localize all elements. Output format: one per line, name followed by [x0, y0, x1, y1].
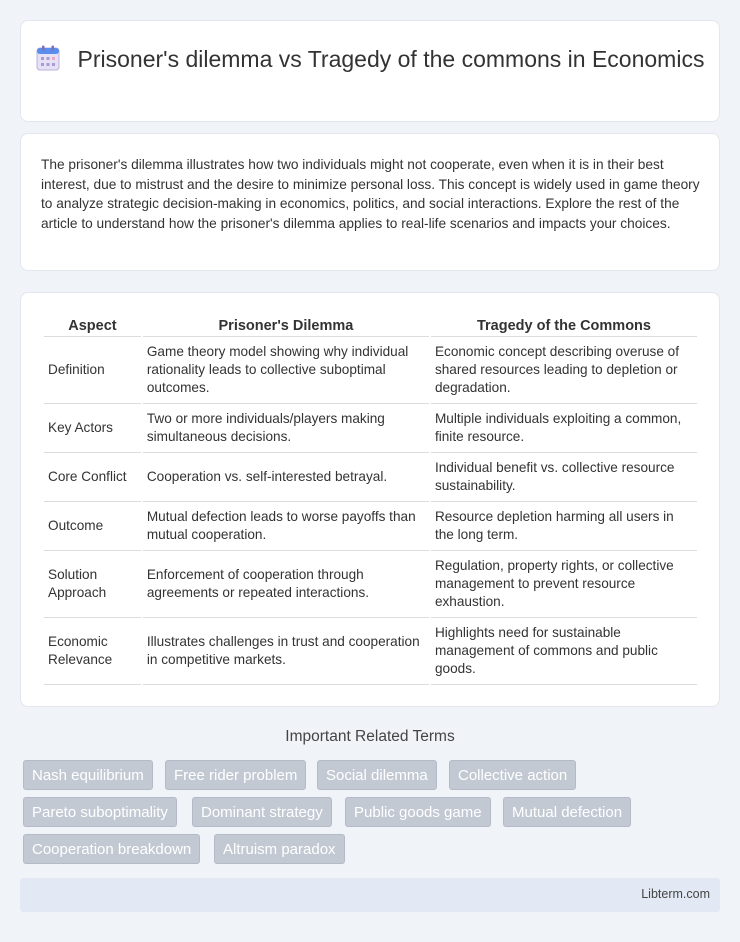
related-term-tag[interactable]: Nash equilibrium: [23, 760, 153, 790]
related-term-tag[interactable]: Public goods game: [345, 797, 491, 827]
table-row: [44, 453, 697, 502]
related-term-tag[interactable]: Altruism paradox: [214, 834, 345, 864]
intro-paragraph: The prisoner's dilemma illustrates how two individuals might not cooperate, even when it is in their best interest, due to mistrust and the desire to minimize personal loss. This concept is widely used in game theory to analyze strategic decision-making in economics, politics, and social interactions. Explore the rest of the article to understand how the prisoner's dilemma applies to real-life scenarios and impacts your choices.: [41, 157, 700, 231]
aspect-cell: Core Conflict: [44, 453, 141, 502]
tc-cell: Multiple individuals exploiting a common, finite resource.: [431, 404, 697, 453]
aspect-cell: Key Actors: [44, 404, 141, 453]
tc-cell: Economic concept describing overuse of shared resources leading to depletion or degradation.: [431, 337, 697, 404]
related-term-tag[interactable]: Pareto suboptimality: [23, 797, 177, 827]
intro-card: [20, 133, 720, 271]
table-row: [44, 337, 697, 404]
tc-cell: Individual benefit vs. collective resource sustainability.: [431, 453, 697, 502]
related-term-tag[interactable]: Social dilemma: [317, 760, 437, 790]
related-term-tag[interactable]: Mutual defection: [503, 797, 631, 827]
footer: [20, 878, 720, 912]
header-prisoners-dilemma: Prisoner's Dilemma: [143, 316, 429, 337]
comparison-table: [42, 316, 699, 685]
related-terms-title: Important Related Terms: [285, 728, 455, 745]
pd-cell: Enforcement of cooperation through agreements or repeated interactions.: [143, 551, 429, 618]
comparison-card: [20, 292, 720, 707]
pd-cell: Game theory model showing why individual rationality leads to collective suboptimal outcomes.: [143, 337, 429, 404]
tc-cell: Highlights need for sustainable management of commons and public goods.: [431, 618, 697, 685]
tc-cell: Regulation, property rights, or collective management to prevent resource exhaustion.: [431, 551, 697, 618]
table-row: [44, 404, 697, 453]
aspect-cell: Economic Relevance: [44, 618, 141, 685]
related-term-tag[interactable]: Cooperation breakdown: [23, 834, 200, 864]
table-row: [44, 551, 697, 618]
title-card: [20, 20, 720, 122]
calendar-icon: [36, 45, 60, 71]
related-term-tag[interactable]: Dominant strategy: [192, 797, 332, 827]
aspect-cell: Outcome: [44, 502, 141, 551]
pd-cell: Cooperation vs. self-interested betrayal.: [143, 453, 429, 502]
page-title-block: [21, 45, 719, 74]
table-row: [44, 502, 697, 551]
table-header-row: [44, 316, 697, 337]
table-row: [44, 618, 697, 685]
pd-cell: Illustrates challenges in trust and cooperation in competitive markets.: [143, 618, 429, 685]
page-title: Prisoner's dilemma vs Tragedy of the commons in Economics: [77, 46, 705, 72]
tc-cell: Resource depletion harming all users in the long term.: [431, 502, 697, 551]
related-term-tag[interactable]: Collective action: [449, 760, 576, 790]
pd-cell: Two or more individuals/players making simultaneous decisions.: [143, 404, 429, 453]
aspect-cell: Definition: [44, 337, 141, 404]
aspect-cell: Solution Approach: [44, 551, 141, 618]
related-term-tag[interactable]: Free rider problem: [165, 760, 306, 790]
pd-cell: Mutual defection leads to worse payoffs than mutual cooperation.: [143, 502, 429, 551]
footer-brand[interactable]: Libterm.com: [641, 887, 710, 901]
header-tragedy-of-commons: Tragedy of the Commons: [431, 316, 697, 337]
header-aspect: Aspect: [44, 316, 141, 337]
